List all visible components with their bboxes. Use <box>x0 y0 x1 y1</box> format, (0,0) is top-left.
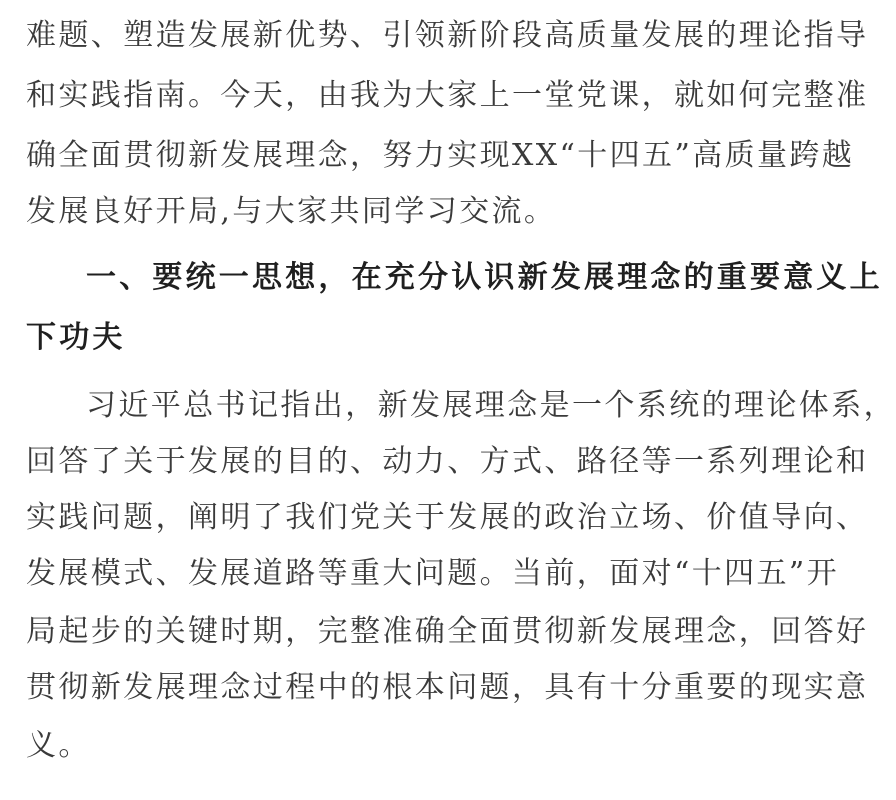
body-line-3: 实践问题，阐明了我们党关于发展的政治立场、价值导向、 <box>26 500 869 535</box>
body-line-2: 回答了关于发展的目的、动力、方式、路径等一系列理论和 <box>26 444 869 479</box>
body-line-1: 习近平总书记指出，新发展理念是一个系统的理论体系， <box>86 388 896 423</box>
body-line-7: 义。 <box>26 728 91 763</box>
body-line-5: 局起步的关键时期，完整准确全面贯彻新发展理念，回答好 <box>26 614 869 649</box>
body-line-6: 贯彻新发展理念过程中的根本问题，具有十分重要的现实意 <box>26 670 869 705</box>
section-heading-line-1: 一、要统一思想，在充分认识新发展理念的重要意义上 <box>86 260 883 295</box>
intro-line-1: 难题、塑造发展新优势、引领新阶段高质量发展的理论指导 <box>26 18 869 53</box>
section-heading-line-2: 下功夫 <box>26 320 126 355</box>
intro-line-3: 确全面贯彻新发展理念，努力实现XX“十四五”高质量跨越 <box>26 138 855 173</box>
intro-line-4: 发展良好开局,与大家共同学习交流。 <box>26 194 557 229</box>
intro-line-2: 和实践指南。今天，由我为大家上一堂党课，就如何完整准 <box>26 78 869 113</box>
body-line-4: 发展模式、发展道路等重大问题。当前，面对“十四五”开 <box>26 556 840 591</box>
